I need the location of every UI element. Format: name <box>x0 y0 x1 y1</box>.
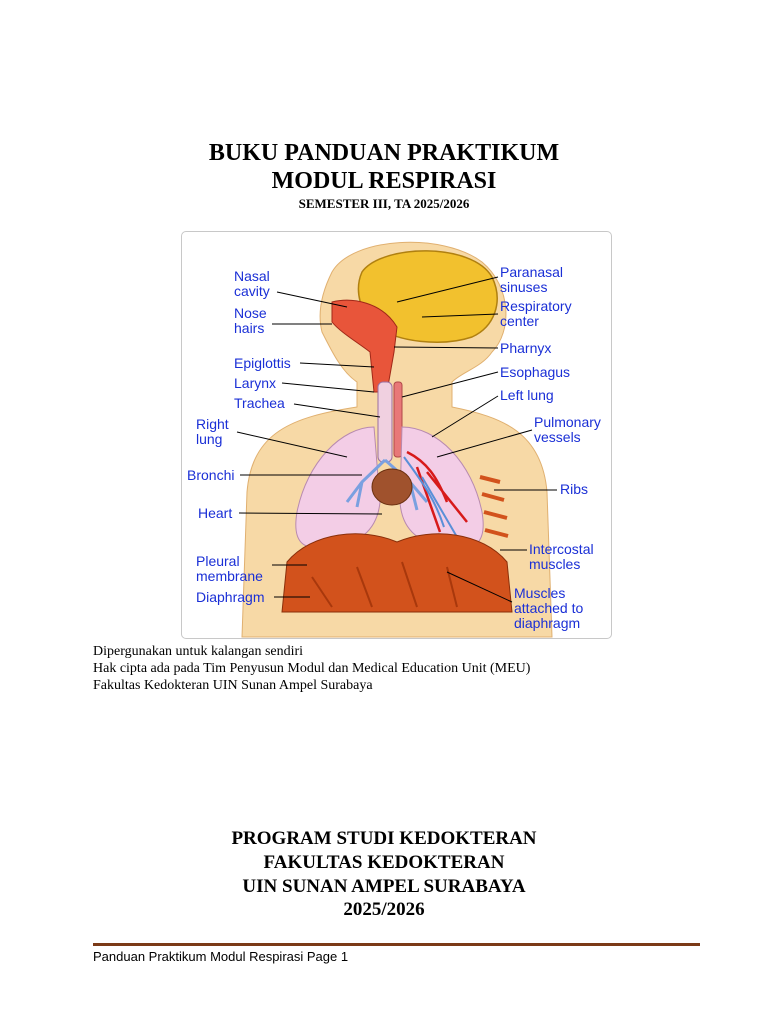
document-title-line1: BUKU PANDUAN PRAKTIKUM <box>208 140 560 166</box>
label-diaphragm: Diaphragm <box>196 589 265 605</box>
label-nose-hairs: Nose hairs <box>234 305 267 336</box>
heart-shape <box>372 469 412 505</box>
label-trachea: Trachea <box>234 395 285 411</box>
label-left-lung: Left lung <box>500 387 554 403</box>
label-bronchi: Bronchi <box>187 467 235 483</box>
diaphragm-shape <box>282 534 512 612</box>
document-title-line2: MODUL RESPIRASI <box>271 168 497 194</box>
institution-university: UIN SUNAN AMPEL SURABAYA <box>242 876 526 897</box>
label-epiglottis: Epiglottis <box>234 355 291 371</box>
institution-program: PROGRAM STUDI KEDOKTERAN <box>231 828 537 849</box>
label-paranasal-sinuses: Paranasal sinuses <box>500 264 564 295</box>
document-subtitle: SEMESTER III, TA 2025/2026 <box>298 196 470 211</box>
footer-divider <box>93 943 700 946</box>
label-pulmonary-vessels: Pulmonary vessels <box>534 414 601 445</box>
institution-year: 2025/2026 <box>343 899 425 920</box>
label-right-lung: Right lung <box>196 416 229 447</box>
label-esophagus: Esophagus <box>500 364 571 380</box>
note-faculty: Fakultas Kedokteran UIN Sunan Ampel Surabaya <box>93 678 373 693</box>
institution-faculty: FAKULTAS KEDOKTERAN <box>263 852 505 873</box>
label-intercostal-muscles: Intercostal muscles <box>529 541 594 572</box>
label-muscles-attached-to-diaphragm: Muscles attached to diaphragm <box>514 585 584 631</box>
esophagus-shape <box>394 382 402 457</box>
label-ribs: Ribs <box>560 481 589 497</box>
footer-page-label: Panduan Praktikum Modul Respirasi Page 1 <box>93 949 349 964</box>
label-heart: Heart <box>198 505 233 521</box>
label-pharnyx: Pharnyx <box>500 340 552 356</box>
note-usage: Dipergunakan untuk kalangan sendiri <box>93 644 304 659</box>
label-respiratory-center: Respiratory center <box>500 298 572 329</box>
label-pleural-membrane: Pleural membrane <box>196 553 263 584</box>
label-larynx: Larynx <box>234 375 277 391</box>
label-nasal-cavity: Nasal cavity <box>234 268 270 299</box>
note-copyright: Hak cipta ada pada Tim Penyusun Modul dan Medical Education Unit (MEU) <box>93 661 531 676</box>
trachea-shape <box>378 382 392 462</box>
respiratory-system-illustration <box>181 231 612 639</box>
